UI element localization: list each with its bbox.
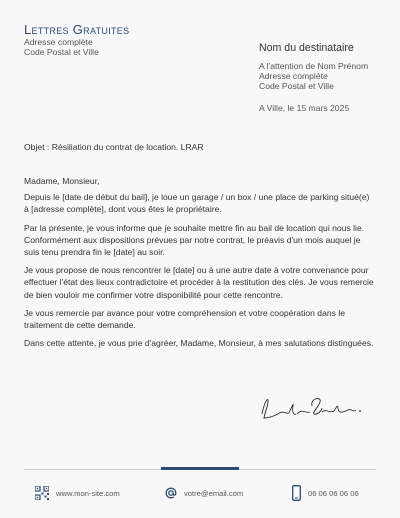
recipient-name: Nom du destinataire bbox=[259, 42, 354, 54]
phone-text: 06 06 06 06 06 bbox=[308, 488, 359, 498]
signature-text: Lettres Gratuites. bbox=[256, 392, 264, 393]
paragraph-4: Je vous remercie par avance pour votre compréhension et votre coopération dans le traitement de cette demande. bbox=[24, 307, 346, 331]
paragraph-3: Je vous propose de nous rencontrer le [date] ou à une autre date à votre convenance pour effectuer l'état des lieux contradictoire et procéder à la restitution des clés. Je vous remercie de bien vouloir me confirmer votre disponibilité pour cette rencontre. bbox=[24, 265, 374, 300]
sender-block bbox=[24, 22, 129, 57]
letter-date: A Ville, le 15 mars 2025 bbox=[259, 103, 350, 113]
sender-postal: Code Postal et Ville bbox=[24, 47, 99, 57]
paragraph-5: Dans cette attente, je vous prie d'agréer, Madame, Monsieur, à mes salutations distinguées. bbox=[24, 338, 374, 349]
qr-code-icon bbox=[35, 486, 49, 500]
recipient-postal: Code Postal et Ville bbox=[259, 81, 334, 91]
paragraph-2: Par la présente, je vous informe que je souhaite mettre fin au bail de location qui nous lie. Conformément aux dispositions prévues par notre contrat, le préavis d'un mois auquel je suis tenu prendra fin le [date] au soir. bbox=[24, 222, 365, 258]
footer bbox=[0, 483, 400, 503]
footer-phone[interactable] bbox=[292, 483, 359, 503]
handwritten-signature bbox=[256, 392, 366, 424]
footer-website[interactable] bbox=[35, 483, 120, 503]
letter-subject: Objet : Résiliation du contrat de location. LRAR bbox=[24, 142, 204, 152]
brand-name: Lettres Gratuites bbox=[24, 22, 130, 37]
greeting: Madame, Monsieur, bbox=[24, 176, 100, 186]
recipient-address: Adresse complète bbox=[259, 71, 328, 81]
footer-email[interactable] bbox=[165, 483, 243, 503]
sender-address: Adresse complète bbox=[24, 37, 93, 47]
paragraph-1: Depuis le [date de début du bail], je loue un garage / un box / une place de parking situé(e) à [adresse complète], dont vous êtes le propriétaire. bbox=[24, 192, 370, 215]
website-text: www.mon-site.com bbox=[56, 488, 120, 498]
footer-accent-bar bbox=[161, 467, 239, 470]
at-sign-icon bbox=[165, 487, 177, 499]
letter-body bbox=[24, 175, 374, 355]
recipient-block bbox=[259, 42, 368, 113]
smartphone-icon bbox=[292, 485, 301, 501]
recipient-attention: A l'attention de Nom Prénom bbox=[259, 61, 369, 71]
email-text: votre@email.com bbox=[184, 488, 244, 498]
